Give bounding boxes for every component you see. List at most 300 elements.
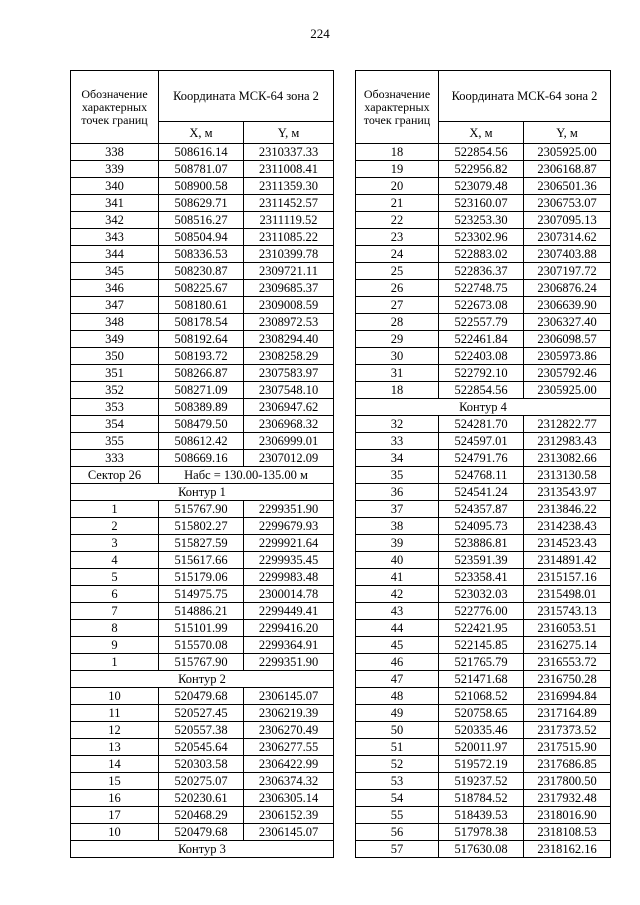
- contour-header-row: [71, 484, 334, 501]
- point-number: 38: [356, 518, 439, 535]
- y-coordinate: 2308294.40: [244, 331, 334, 348]
- y-coordinate: 2307583.97: [244, 365, 334, 382]
- point-number: 343: [71, 229, 159, 246]
- table-row: [71, 722, 334, 739]
- x-coordinate: 520230.61: [159, 790, 244, 807]
- table-row: [356, 161, 611, 178]
- y-coordinate: 2313846.22: [524, 501, 611, 518]
- table-row: [356, 586, 611, 603]
- point-number: 48: [356, 688, 439, 705]
- contour-header-row: [71, 671, 334, 688]
- table-row: [356, 552, 611, 569]
- y-coordinate: 2317515.90: [524, 739, 611, 756]
- table-row: [356, 450, 611, 467]
- y-coordinate: 2306968.32: [244, 416, 334, 433]
- table-row: [356, 246, 611, 263]
- table-row: [71, 348, 334, 365]
- x-coordinate: 522776.00: [439, 603, 524, 620]
- point-number: 37: [356, 501, 439, 518]
- point-number: 340: [71, 178, 159, 195]
- table-row: [356, 841, 611, 858]
- sector-height: Набс = 130.00-135.00 м: [159, 467, 334, 484]
- point-number: 27: [356, 297, 439, 314]
- x-coordinate: 520468.29: [159, 807, 244, 824]
- table-body-left: [71, 144, 334, 858]
- x-coordinate: 522883.02: [439, 246, 524, 263]
- point-number: 354: [71, 416, 159, 433]
- x-coordinate: 508178.54: [159, 314, 244, 331]
- y-coordinate: 2308258.29: [244, 348, 334, 365]
- table-row: [71, 297, 334, 314]
- point-number: 346: [71, 280, 159, 297]
- x-coordinate: 519237.52: [439, 773, 524, 790]
- x-coordinate: 508192.64: [159, 331, 244, 348]
- y-coordinate: 2311008.41: [244, 161, 334, 178]
- point-number: 3: [71, 535, 159, 552]
- x-coordinate: 518439.53: [439, 807, 524, 824]
- table-row: [71, 229, 334, 246]
- x-coordinate: 522836.37: [439, 263, 524, 280]
- y-coordinate: 2311119.52: [244, 212, 334, 229]
- point-number: 19: [356, 161, 439, 178]
- y-coordinate: 2307197.72: [524, 263, 611, 280]
- table-row: [71, 654, 334, 671]
- x-coordinate: 518784.52: [439, 790, 524, 807]
- point-number: 57: [356, 841, 439, 858]
- x-coordinate: 508271.09: [159, 382, 244, 399]
- table-row: [356, 790, 611, 807]
- x-coordinate: 522854.56: [439, 382, 524, 399]
- y-coordinate: 2315157.16: [524, 569, 611, 586]
- contour-label: Контур 1: [71, 484, 334, 501]
- contour-header-row: [356, 399, 611, 416]
- y-coordinate: 2318162.16: [524, 841, 611, 858]
- y-coordinate: 2299351.90: [244, 654, 334, 671]
- x-coordinate: 522956.82: [439, 161, 524, 178]
- x-coordinate: 521471.68: [439, 671, 524, 688]
- y-coordinate: 2307314.62: [524, 229, 611, 246]
- x-coordinate: 520758.65: [439, 705, 524, 722]
- table-row: [71, 399, 334, 416]
- y-coordinate: 2299983.48: [244, 569, 334, 586]
- y-coordinate: 2315743.13: [524, 603, 611, 620]
- point-number: 31: [356, 365, 439, 382]
- x-coordinate: 523886.81: [439, 535, 524, 552]
- table-row: [71, 331, 334, 348]
- point-number: 345: [71, 263, 159, 280]
- y-coordinate: 2311359.30: [244, 178, 334, 195]
- point-number: 22: [356, 212, 439, 229]
- x-coordinate: 519572.19: [439, 756, 524, 773]
- y-coordinate: 2317164.89: [524, 705, 611, 722]
- table-row: [356, 484, 611, 501]
- point-number: 1: [71, 654, 159, 671]
- x-coordinate: 520557.38: [159, 722, 244, 739]
- y-coordinate: 2306947.62: [244, 399, 334, 416]
- point-number: 10: [71, 688, 159, 705]
- point-number: 24: [356, 246, 439, 263]
- table-row: [71, 603, 334, 620]
- x-coordinate: 515802.27: [159, 518, 244, 535]
- x-coordinate: 515767.90: [159, 501, 244, 518]
- x-coordinate: 524597.01: [439, 433, 524, 450]
- x-coordinate: 522145.85: [439, 637, 524, 654]
- x-coordinate: 522461.84: [439, 331, 524, 348]
- y-coordinate: 2316994.84: [524, 688, 611, 705]
- table-row: [356, 654, 611, 671]
- x-coordinate: 522421.95: [439, 620, 524, 637]
- x-coordinate: 520545.64: [159, 739, 244, 756]
- table-row: [356, 705, 611, 722]
- point-number: 14: [71, 756, 159, 773]
- point-number: 11: [71, 705, 159, 722]
- x-coordinate: 508504.94: [159, 229, 244, 246]
- y-coordinate: 2312983.43: [524, 433, 611, 450]
- y-coordinate: 2299416.20: [244, 620, 334, 637]
- table-row: [71, 212, 334, 229]
- point-number: 349: [71, 331, 159, 348]
- point-number: 20: [356, 178, 439, 195]
- header-coord-system: Координата МСК-64 зона 2: [439, 71, 611, 122]
- table-row: [356, 382, 611, 399]
- y-coordinate: 2316553.72: [524, 654, 611, 671]
- y-coordinate: 2300014.78: [244, 586, 334, 603]
- y-coordinate: 2306305.14: [244, 790, 334, 807]
- header-point-label: Обозначение характерных точек границ: [71, 71, 159, 144]
- point-number: 10: [71, 824, 159, 841]
- y-coordinate: 2299921.64: [244, 535, 334, 552]
- y-coordinate: 2306374.32: [244, 773, 334, 790]
- point-number: 29: [356, 331, 439, 348]
- sector-row: [71, 467, 334, 484]
- table-row: [71, 450, 334, 467]
- x-coordinate: 524791.76: [439, 450, 524, 467]
- point-number: 52: [356, 756, 439, 773]
- x-coordinate: 508479.50: [159, 416, 244, 433]
- y-coordinate: 2310399.78: [244, 246, 334, 263]
- table-row: [356, 416, 611, 433]
- y-coordinate: 2306145.07: [244, 824, 334, 841]
- header-y: Y, м: [524, 122, 611, 144]
- point-number: 50: [356, 722, 439, 739]
- table-row: [71, 620, 334, 637]
- table-row: [71, 705, 334, 722]
- table-row: [71, 569, 334, 586]
- point-number: 353: [71, 399, 159, 416]
- point-number: 30: [356, 348, 439, 365]
- y-coordinate: 2316275.14: [524, 637, 611, 654]
- x-coordinate: 508389.89: [159, 399, 244, 416]
- table-row: [356, 331, 611, 348]
- table-row: [71, 586, 334, 603]
- point-number: 333: [71, 450, 159, 467]
- table-row: [356, 739, 611, 756]
- y-coordinate: 2306639.90: [524, 297, 611, 314]
- point-number: 17: [71, 807, 159, 824]
- contour-label: Контур 2: [71, 671, 334, 688]
- y-coordinate: 2316053.51: [524, 620, 611, 637]
- table-row: [356, 518, 611, 535]
- coordinates-table-right: [355, 70, 611, 858]
- point-number: 23: [356, 229, 439, 246]
- table-row: [71, 756, 334, 773]
- point-number: 32: [356, 416, 439, 433]
- y-coordinate: 2306753.07: [524, 195, 611, 212]
- table-row: [71, 739, 334, 756]
- x-coordinate: 523160.07: [439, 195, 524, 212]
- table-row: [71, 688, 334, 705]
- x-coordinate: 522748.75: [439, 280, 524, 297]
- y-coordinate: 2313543.97: [524, 484, 611, 501]
- y-coordinate: 2306876.24: [524, 280, 611, 297]
- y-coordinate: 2315498.01: [524, 586, 611, 603]
- x-coordinate: 522673.08: [439, 297, 524, 314]
- y-coordinate: 2306501.36: [524, 178, 611, 195]
- x-coordinate: 517630.08: [439, 841, 524, 858]
- point-number: 56: [356, 824, 439, 841]
- contour-label: Контур 4: [356, 399, 611, 416]
- coordinates-table-left: [70, 70, 334, 858]
- table-row: [356, 535, 611, 552]
- x-coordinate: 508612.42: [159, 433, 244, 450]
- table-row: [71, 365, 334, 382]
- y-coordinate: 2317686.85: [524, 756, 611, 773]
- y-coordinate: 2306152.39: [244, 807, 334, 824]
- x-coordinate: 522854.56: [439, 144, 524, 161]
- point-number: 28: [356, 314, 439, 331]
- y-coordinate: 2314238.43: [524, 518, 611, 535]
- x-coordinate: 522403.08: [439, 348, 524, 365]
- contour-header-row: [71, 841, 334, 858]
- header-y: Y, м: [244, 122, 334, 144]
- table-row: [356, 212, 611, 229]
- point-number: 15: [71, 773, 159, 790]
- point-number: 339: [71, 161, 159, 178]
- y-coordinate: 2307403.88: [524, 246, 611, 263]
- x-coordinate: 515179.06: [159, 569, 244, 586]
- point-number: 352: [71, 382, 159, 399]
- table-row: [356, 365, 611, 382]
- point-number: 8: [71, 620, 159, 637]
- header-x: X, м: [439, 122, 524, 144]
- y-coordinate: 2306168.87: [524, 161, 611, 178]
- x-coordinate: 520335.46: [439, 722, 524, 739]
- table-row: [356, 297, 611, 314]
- x-coordinate: 508225.67: [159, 280, 244, 297]
- point-number: 26: [356, 280, 439, 297]
- point-number: 338: [71, 144, 159, 161]
- point-number: 13: [71, 739, 159, 756]
- table-row: [356, 637, 611, 654]
- x-coordinate: 522557.79: [439, 314, 524, 331]
- point-number: 351: [71, 365, 159, 382]
- point-number: 4: [71, 552, 159, 569]
- x-coordinate: 515767.90: [159, 654, 244, 671]
- table-row: [356, 314, 611, 331]
- y-coordinate: 2314891.42: [524, 552, 611, 569]
- point-number: 18: [356, 382, 439, 399]
- table-row: [71, 535, 334, 552]
- x-coordinate: 515570.08: [159, 637, 244, 654]
- point-number: 41: [356, 569, 439, 586]
- header-point-label: Обозначение характерных точек границ: [356, 71, 439, 144]
- y-coordinate: 2309721.11: [244, 263, 334, 280]
- point-number: 46: [356, 654, 439, 671]
- x-coordinate: 523302.96: [439, 229, 524, 246]
- page-number: 224: [310, 26, 330, 41]
- y-coordinate: 2309008.59: [244, 297, 334, 314]
- table-row: [71, 161, 334, 178]
- point-number: 43: [356, 603, 439, 620]
- x-coordinate: 524768.11: [439, 467, 524, 484]
- point-number: 9: [71, 637, 159, 654]
- x-coordinate: 520479.68: [159, 688, 244, 705]
- table-row: [356, 348, 611, 365]
- x-coordinate: 520303.58: [159, 756, 244, 773]
- table-row: [71, 144, 334, 161]
- point-number: 36: [356, 484, 439, 501]
- point-number: 350: [71, 348, 159, 365]
- table-row: [71, 790, 334, 807]
- y-coordinate: 2299449.41: [244, 603, 334, 620]
- point-number: 16: [71, 790, 159, 807]
- x-coordinate: 523358.41: [439, 569, 524, 586]
- point-number: 341: [71, 195, 159, 212]
- point-number: 355: [71, 433, 159, 450]
- y-coordinate: 2318016.90: [524, 807, 611, 824]
- x-coordinate: 508781.07: [159, 161, 244, 178]
- point-number: 33: [356, 433, 439, 450]
- table-row: [71, 178, 334, 195]
- x-coordinate: 523591.39: [439, 552, 524, 569]
- table-body-right: [356, 144, 611, 858]
- table-row: [71, 552, 334, 569]
- table-row: [356, 433, 611, 450]
- y-coordinate: 2306999.01: [244, 433, 334, 450]
- x-coordinate: 514886.21: [159, 603, 244, 620]
- y-coordinate: 2305973.86: [524, 348, 611, 365]
- point-number: 5: [71, 569, 159, 586]
- table-row: [71, 195, 334, 212]
- point-number: 21: [356, 195, 439, 212]
- x-coordinate: 508629.71: [159, 195, 244, 212]
- table-row: [356, 178, 611, 195]
- point-number: 49: [356, 705, 439, 722]
- table-row: [356, 773, 611, 790]
- x-coordinate: 524281.70: [439, 416, 524, 433]
- point-number: 6: [71, 586, 159, 603]
- y-coordinate: 2306422.99: [244, 756, 334, 773]
- y-coordinate: 2299351.90: [244, 501, 334, 518]
- point-number: 47: [356, 671, 439, 688]
- y-coordinate: 2306277.55: [244, 739, 334, 756]
- x-coordinate: 517978.38: [439, 824, 524, 841]
- x-coordinate: 508266.87: [159, 365, 244, 382]
- table-row: [71, 246, 334, 263]
- x-coordinate: 524541.24: [439, 484, 524, 501]
- point-number: 12: [71, 722, 159, 739]
- table-row: [356, 824, 611, 841]
- table-row: [71, 637, 334, 654]
- x-coordinate: 524095.73: [439, 518, 524, 535]
- y-coordinate: 2299679.93: [244, 518, 334, 535]
- y-coordinate: 2317373.52: [524, 722, 611, 739]
- y-coordinate: 2313130.58: [524, 467, 611, 484]
- x-coordinate: 508669.16: [159, 450, 244, 467]
- x-coordinate: 523032.03: [439, 586, 524, 603]
- table-row: [71, 280, 334, 297]
- x-coordinate: 508900.58: [159, 178, 244, 195]
- x-coordinate: 523253.30: [439, 212, 524, 229]
- table-row: [356, 280, 611, 297]
- table-row: [356, 603, 611, 620]
- table-row: [356, 620, 611, 637]
- table-row: [71, 416, 334, 433]
- y-coordinate: 2308972.53: [244, 314, 334, 331]
- y-coordinate: 2311452.57: [244, 195, 334, 212]
- point-number: 51: [356, 739, 439, 756]
- y-coordinate: 2313082.66: [524, 450, 611, 467]
- x-coordinate: 514975.75: [159, 586, 244, 603]
- table-row: [356, 722, 611, 739]
- table-row: [71, 314, 334, 331]
- table-row: [71, 807, 334, 824]
- table-row: [356, 229, 611, 246]
- x-coordinate: 515617.66: [159, 552, 244, 569]
- table-row: [71, 501, 334, 518]
- point-number: 348: [71, 314, 159, 331]
- table-row: [71, 773, 334, 790]
- header-x: X, м: [159, 122, 244, 144]
- y-coordinate: 2306145.07: [244, 688, 334, 705]
- table-row: [356, 195, 611, 212]
- y-coordinate: 2305925.00: [524, 382, 611, 399]
- point-number: 42: [356, 586, 439, 603]
- point-number: 18: [356, 144, 439, 161]
- y-coordinate: 2310337.33: [244, 144, 334, 161]
- table-row: [71, 518, 334, 535]
- point-number: 344: [71, 246, 159, 263]
- y-coordinate: 2306270.49: [244, 722, 334, 739]
- table-row: [71, 382, 334, 399]
- x-coordinate: 508616.14: [159, 144, 244, 161]
- y-coordinate: 2307548.10: [244, 382, 334, 399]
- x-coordinate: 520527.45: [159, 705, 244, 722]
- point-number: 45: [356, 637, 439, 654]
- point-number: 35: [356, 467, 439, 484]
- y-coordinate: 2306327.40: [524, 314, 611, 331]
- y-coordinate: 2306098.57: [524, 331, 611, 348]
- table-row: [356, 501, 611, 518]
- table-row: [356, 688, 611, 705]
- point-number: 7: [71, 603, 159, 620]
- point-number: 347: [71, 297, 159, 314]
- table-row: [356, 144, 611, 161]
- y-coordinate: 2305925.00: [524, 144, 611, 161]
- x-coordinate: 522792.10: [439, 365, 524, 382]
- y-coordinate: 2307095.13: [524, 212, 611, 229]
- x-coordinate: 508180.61: [159, 297, 244, 314]
- contour-label: Контур 3: [71, 841, 334, 858]
- y-coordinate: 2309685.37: [244, 280, 334, 297]
- table-row: [356, 756, 611, 773]
- y-coordinate: 2314523.43: [524, 535, 611, 552]
- y-coordinate: 2318108.53: [524, 824, 611, 841]
- point-number: 342: [71, 212, 159, 229]
- point-number: 54: [356, 790, 439, 807]
- x-coordinate: 515101.99: [159, 620, 244, 637]
- point-number: 2: [71, 518, 159, 535]
